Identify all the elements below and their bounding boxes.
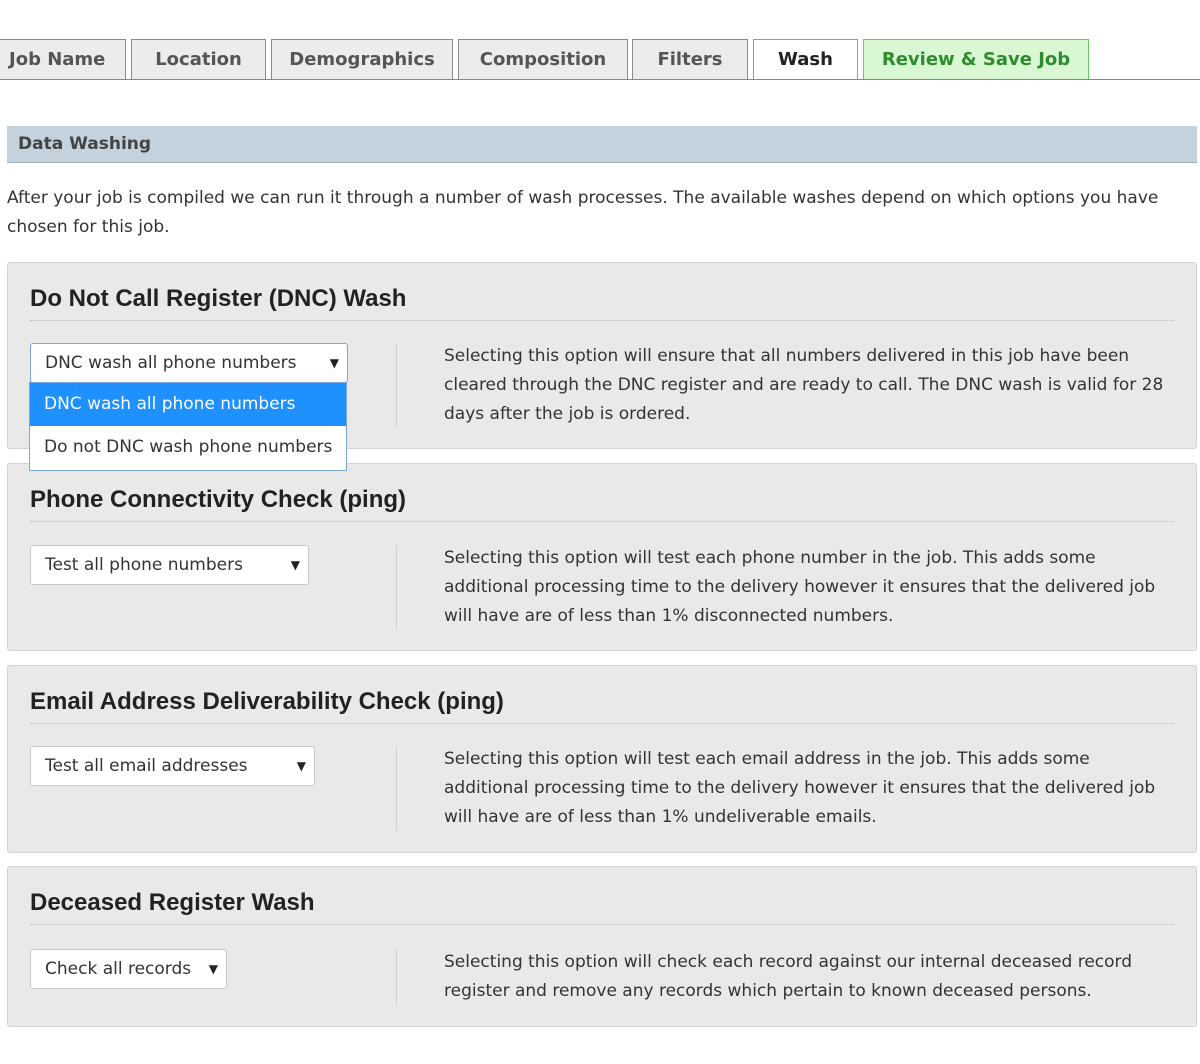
- deceased-register-panel: [7, 866, 1197, 1027]
- tab-review-save-job[interactable]: Review & Save Job: [863, 39, 1089, 79]
- select-value: Test all phone numbers: [45, 555, 243, 575]
- dnc-wash-dropdown-list: [29, 382, 347, 471]
- dnc-wash-select[interactable]: [30, 343, 348, 383]
- tab-wash[interactable]: Wash: [753, 39, 858, 80]
- divider: [30, 924, 1174, 925]
- panel-description: Selecting this option will check each record against our internal deceased record register and remove any records which pertain to known deceased persons.: [444, 952, 1133, 1001]
- phone-check-select[interactable]: [30, 545, 309, 585]
- chevron-down-icon: ▼: [329, 356, 339, 370]
- select-value: Test all email addresses: [45, 756, 248, 776]
- tab-bar: [0, 39, 1200, 80]
- panel-description: Selecting this option will ensure that all numbers delivered in this job have been cleared through the DNC register and are ready to call. The DNC wash is valid for 28 days after the job is ordered.: [444, 346, 1164, 424]
- panel-title: Deceased Register Wash: [30, 889, 315, 916]
- panel-description: Selecting this option will test each phone number in the job. This adds some additional processing time to the delivery however it ensures that the delivered job will have are of less than 1% disconnected numbers.: [444, 548, 1156, 626]
- deceased-check-select[interactable]: [30, 949, 227, 989]
- select-value: DNC wash all phone numbers: [45, 353, 297, 373]
- email-check-select[interactable]: [30, 746, 315, 786]
- panel-title: Do Not Call Register (DNC) Wash: [30, 285, 407, 312]
- tab-filters[interactable]: Filters: [632, 39, 748, 79]
- tab-location[interactable]: Location: [131, 39, 266, 79]
- panel-title: Phone Connectivity Check (ping): [30, 486, 407, 513]
- chevron-down-icon: ▼: [208, 962, 218, 976]
- tab-demographics[interactable]: Demographics: [271, 39, 453, 79]
- intro-text: After your job is compiled we can run it through a number of wash processes. The available washes depend on which options you have chosen for this job.: [7, 188, 1159, 237]
- dropdown-option[interactable]: DNC wash all phone numbers: [30, 383, 346, 426]
- divider: [30, 521, 1174, 522]
- tab-job-name[interactable]: Job Name: [0, 39, 126, 79]
- dropdown-option[interactable]: Do not DNC wash phone numbers: [44, 437, 333, 457]
- email-deliverability-panel: [7, 665, 1197, 853]
- panel-title: Email Address Deliverability Check (ping): [30, 688, 504, 715]
- vertical-divider: [396, 343, 397, 427]
- section-header: Data Washing: [7, 126, 1197, 163]
- vertical-divider: [396, 545, 397, 630]
- select-value: Check all records: [45, 959, 192, 979]
- divider: [30, 320, 1174, 321]
- chevron-down-icon: ▼: [290, 558, 300, 572]
- divider: [30, 723, 1174, 724]
- vertical-divider: [396, 949, 397, 1006]
- tab-bar-underline: [0, 79, 1200, 80]
- chevron-down-icon: ▼: [296, 759, 306, 773]
- vertical-divider: [396, 746, 397, 831]
- panel-description: Selecting this option will test each email address in the job. This adds some additional processing time to the delivery however it ensures that the delivered job will have are of less than 1% undeliverable emails.: [444, 749, 1156, 827]
- tab-composition[interactable]: Composition: [458, 39, 628, 79]
- phone-connectivity-panel: [7, 463, 1197, 651]
